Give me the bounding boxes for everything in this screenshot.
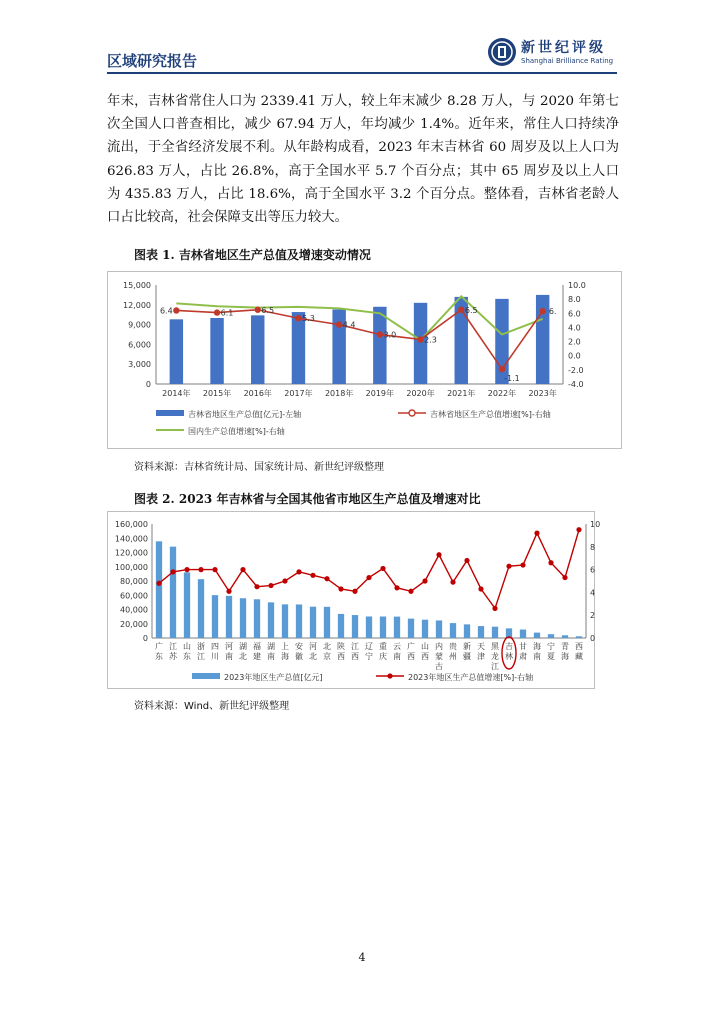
y-left-tick-label: 80,000 <box>120 577 148 586</box>
province-growth-point <box>366 575 371 580</box>
province-gdp-bar <box>548 634 554 638</box>
province-growth-point <box>296 569 301 574</box>
legend-label-province-growth: 2023年地区生产总值增速[%]-右轴 <box>408 673 534 682</box>
jilin-growth-point <box>295 315 301 321</box>
y-right-tick-label: -4.0 <box>568 380 584 389</box>
x-tick-label: 安 <box>295 642 303 651</box>
x-tick-label: 疆 <box>463 652 471 661</box>
figure2-source: 资料来源：Wind、新世纪评级整理 <box>134 701 290 712</box>
x-tick-label: 吉 <box>505 642 513 651</box>
province-gdp-bar <box>478 626 484 638</box>
y-left-tick-label: 40,000 <box>120 605 148 615</box>
gdp-bar <box>210 318 223 384</box>
jilin-growth-point <box>499 366 505 372</box>
x-tick-label: 南 <box>225 652 233 661</box>
province-gdp-bar <box>156 541 162 638</box>
header-divider <box>107 72 617 74</box>
province-growth-point <box>198 567 203 572</box>
x-tick-label: 2019年 <box>365 389 395 398</box>
province-growth-point <box>520 562 525 567</box>
legend-marker-province-growth <box>387 673 392 678</box>
x-tick-label: 徽 <box>295 652 303 661</box>
x-tick-label: 新 <box>463 642 471 651</box>
x-tick-label: 浙 <box>197 642 205 651</box>
y-right-tick-label: 6.0 <box>568 309 581 319</box>
province-gdp-bar <box>324 607 330 638</box>
x-tick-label: 庆 <box>379 652 387 661</box>
province-growth-point <box>212 567 217 572</box>
province-growth-point <box>450 580 455 585</box>
legend-label-jilin-growth: 吉林省地区生产总值增速[%]-右轴 <box>430 410 551 419</box>
x-tick-label: 陕 <box>337 642 345 651</box>
x-tick-label: 2018年 <box>324 389 354 398</box>
province-growth-point <box>548 560 553 565</box>
x-tick-label: 云 <box>393 642 401 651</box>
x-tick-label: 河 <box>225 642 233 651</box>
x-tick-label: 川 <box>211 652 219 661</box>
figure1-source: 资料来源：吉林省统计局、国家统计局、新世纪评级整理 <box>134 462 384 473</box>
y-left-tick-label: 140,000 <box>114 534 148 544</box>
legend-label-province-gdp: 2023年地区生产总值[亿元] <box>224 673 323 682</box>
province-growth-point <box>394 585 399 590</box>
figure2-title: 图表 2. 2023 年吉林省与全国其他省市地区生产总值及增速对比 <box>134 492 481 506</box>
y-right-tick-label: 10 <box>590 520 601 529</box>
x-tick-label: 京 <box>323 652 331 661</box>
jilin-growth-data-label: 6.5 <box>464 305 478 315</box>
y-left-tick-label: 60,000 <box>120 591 148 601</box>
y-left-tick-label: 9,000 <box>128 320 151 330</box>
province-growth-point <box>254 584 259 589</box>
province-growth-point <box>562 575 567 580</box>
x-tick-label: 2015年 <box>202 389 232 398</box>
x-tick-label: 山 <box>421 642 429 651</box>
y-right-tick-label: 2.0 <box>568 337 581 347</box>
province-growth-point <box>156 581 161 586</box>
province-growth-point <box>534 531 539 536</box>
province-gdp-bar <box>240 598 246 638</box>
province-growth-point <box>338 586 343 591</box>
jilin-growth-data-label: 6.4 <box>159 306 173 316</box>
y-left-tick-label: 120,000 <box>114 548 148 558</box>
province-gdp-bar <box>226 596 232 638</box>
province-gdp-bar <box>198 579 204 638</box>
x-tick-label: 海 <box>281 652 289 661</box>
province-gdp-bar <box>562 635 568 638</box>
province-growth-point <box>324 576 329 581</box>
province-growth-point <box>506 564 511 569</box>
y-left-tick-label: 0 <box>142 634 148 643</box>
y-left-tick-label: 100,000 <box>114 562 148 572</box>
x-tick-label: 肃 <box>519 652 527 661</box>
province-gdp-bar <box>282 604 288 638</box>
x-tick-label: 津 <box>477 652 485 661</box>
x-tick-label: 福 <box>253 642 261 651</box>
province-growth-point <box>478 586 483 591</box>
x-tick-label: 南 <box>267 652 275 661</box>
province-gdp-bar <box>212 595 218 638</box>
province-growth-point <box>268 583 273 588</box>
x-tick-label: 上 <box>281 642 289 651</box>
x-tick-label: 2014年 <box>162 389 191 398</box>
x-tick-label: 古 <box>435 662 443 671</box>
company-logo <box>487 36 617 70</box>
province-gdp-bar <box>380 617 386 638</box>
y-right-tick-label: 4 <box>590 588 596 598</box>
gdp-bar <box>373 307 386 384</box>
province-gdp-bar <box>520 630 526 638</box>
province-gdp-bar <box>310 607 316 638</box>
province-growth-line <box>159 530 579 609</box>
province-growth-point <box>408 589 413 594</box>
legend-swatch-gdp <box>156 410 184 416</box>
x-tick-label: 宁 <box>365 652 373 661</box>
y-left-tick-label: 6,000 <box>128 340 151 350</box>
y-right-tick-label: 6 <box>590 565 596 575</box>
y-left-tick-label: 3,000 <box>128 360 151 370</box>
x-tick-label: 广 <box>407 642 415 651</box>
province-growth-point <box>310 573 315 578</box>
province-gdp-bar <box>394 617 400 638</box>
x-tick-label: 江 <box>491 662 499 671</box>
province-gdp-bar <box>170 547 176 638</box>
y-left-tick-label: 15,000 <box>123 281 151 290</box>
province-growth-point <box>240 567 245 572</box>
x-tick-label: 南 <box>393 652 401 661</box>
figure1-title: 图表 1. 吉林省地区生产总值及增速变动情况 <box>134 248 371 262</box>
y-right-tick-label: 4.0 <box>568 323 581 333</box>
x-tick-label: 藏 <box>575 652 583 661</box>
province-gdp-bar <box>296 604 302 638</box>
jilin-growth-point <box>417 336 423 342</box>
paragraph-text: 年末，吉林省常住人口为 2339.41 万人，较上年末减少 8.28 万人，与 2020 年第七次全国人口普查相比，减少 67.94 万人，年均减少 1.4%。近年来，常住人口持续净流出，于全省经济发展不利。从年龄构成看，2023 年末吉林省 60 周岁及以上人口为 626.83 万人，占比 26.8%，高于全国水平 5.7 个百分点；其中 65 周岁及以上人口为 435.83 万人，占比 18.6%，高于全国水平 3.2 个百分点。整体看，吉林省老龄人口占比较高，社会保障支出等压力较大。 <box>107 94 619 226</box>
province-gdp-bar <box>408 619 414 638</box>
y-left-tick-label: 20,000 <box>120 619 148 629</box>
province-growth-point <box>226 589 231 594</box>
province-gdp-bar <box>184 572 190 638</box>
legend-label-gdp: 吉林省地区生产总值[亿元]-左轴 <box>188 410 302 419</box>
x-tick-label: 甘 <box>519 642 527 651</box>
jilin-growth-data-label: -1.1 <box>504 374 520 384</box>
x-tick-label: 2023年 <box>528 389 557 398</box>
province-gdp-bar <box>254 599 260 638</box>
y-left-tick-label: 160,000 <box>114 520 148 529</box>
x-tick-label: 湖 <box>267 642 275 651</box>
jilin-growth-point <box>539 308 545 314</box>
y-right-tick-label: 0 <box>590 634 596 643</box>
y-left-tick-label: 0 <box>145 380 151 389</box>
report-title: 区域研究报告 <box>107 52 198 70</box>
x-tick-label: 西 <box>575 642 583 651</box>
x-tick-label: 2017年 <box>284 389 313 398</box>
x-tick-label: 四 <box>211 642 219 651</box>
x-tick-label: 2016年 <box>243 389 272 398</box>
logo-emblem-icon <box>487 37 517 67</box>
x-tick-label: 北 <box>239 652 247 661</box>
jilin-growth-point <box>173 307 179 313</box>
province-growth-point <box>170 569 175 574</box>
jilin-growth-point <box>377 331 383 337</box>
x-tick-label: 蒙 <box>435 652 443 661</box>
y-right-tick-label: 10.0 <box>568 281 586 290</box>
legend-marker-jilin-growth <box>409 410 415 416</box>
y-right-tick-label: 8 <box>590 542 596 552</box>
x-tick-label: 东 <box>183 652 191 661</box>
x-tick-label: 2022年 <box>487 389 517 398</box>
figure2-chart <box>108 512 601 688</box>
x-tick-label: 天 <box>477 642 485 651</box>
y-right-tick-label: 8.0 <box>568 295 581 305</box>
page-number: 4 <box>358 951 366 964</box>
y-left-tick-label: 12,000 <box>123 300 151 310</box>
province-gdp-bar <box>352 615 358 638</box>
x-tick-label: 北 <box>323 642 331 651</box>
x-tick-label: 林 <box>505 652 513 661</box>
gdp-bar <box>170 319 183 384</box>
x-tick-label: 西 <box>407 652 415 661</box>
jilin-growth-data-label: 6.5 <box>261 305 275 315</box>
x-tick-label: 江 <box>351 642 359 651</box>
x-tick-label: 2021年 <box>447 389 476 398</box>
x-tick-label: 河 <box>309 642 317 651</box>
body-paragraph <box>107 90 619 229</box>
province-growth-point <box>380 566 385 571</box>
logo-cn-text: 新世纪评级 <box>521 40 606 56</box>
y-right-tick-label: 0.0 <box>568 351 581 361</box>
figure2-chart-frame <box>107 511 601 689</box>
x-tick-label: 江 <box>197 652 205 661</box>
province-gdp-bar <box>450 623 456 638</box>
x-tick-label: 海 <box>561 652 569 661</box>
x-tick-label: 西 <box>351 652 359 661</box>
x-tick-label: 江 <box>169 642 177 651</box>
x-tick-label: 广 <box>155 642 163 651</box>
x-tick-label: 北 <box>309 652 317 661</box>
x-tick-label: 重 <box>379 642 387 651</box>
legend-swatch-province-gdp <box>192 673 220 679</box>
province-gdp-bar <box>436 620 442 638</box>
province-gdp-bar <box>492 627 498 638</box>
x-tick-label: 东 <box>155 652 163 661</box>
jilin-growth-data-label: 4.4 <box>342 320 356 330</box>
x-tick-label: 青 <box>561 642 569 651</box>
x-tick-label: 夏 <box>547 652 555 661</box>
x-tick-label: 2020年 <box>406 389 435 398</box>
province-gdp-bar <box>366 616 372 638</box>
x-tick-label: 贵 <box>449 642 457 651</box>
province-gdp-bar <box>576 636 582 638</box>
jilin-growth-data-label: 6.1 <box>220 308 234 318</box>
x-tick-label: 州 <box>449 652 457 661</box>
jilin-growth-data-label: 3.0 <box>383 330 397 340</box>
x-tick-label: 内 <box>435 642 443 651</box>
gdp-bar <box>251 315 264 384</box>
x-tick-label: 建 <box>253 652 261 661</box>
x-tick-label: 西 <box>421 652 429 661</box>
jilin-growth-point <box>336 321 342 327</box>
x-tick-label: 龙 <box>491 652 499 661</box>
y-right-tick-label: -2.0 <box>568 365 584 375</box>
jilin-growth-line <box>176 310 542 369</box>
jilin-growth-data-label: 6. <box>548 307 557 317</box>
x-tick-label: 海 <box>533 642 541 651</box>
province-gdp-bar <box>422 620 428 638</box>
national-growth-line <box>176 296 542 340</box>
province-growth-point <box>282 578 287 583</box>
province-growth-point <box>464 558 469 563</box>
jilin-growth-point <box>458 307 464 313</box>
x-tick-label: 黑 <box>491 642 499 651</box>
x-tick-label: 湖 <box>239 642 247 651</box>
x-tick-label: 南 <box>533 652 541 661</box>
province-growth-point <box>422 578 427 583</box>
x-tick-label: 山 <box>183 642 191 651</box>
jilin-growth-point <box>255 307 261 313</box>
province-growth-point <box>436 552 441 557</box>
province-growth-point <box>184 567 189 572</box>
province-gdp-bar <box>268 602 274 638</box>
x-tick-label: 西 <box>337 652 345 661</box>
province-growth-point <box>492 606 497 611</box>
logo-en-text: Shanghai Brilliance Rating <box>521 57 614 65</box>
jilin-growth-data-label: 2.3 <box>424 335 437 345</box>
province-growth-point <box>576 527 581 532</box>
x-tick-label: 宁 <box>547 642 555 651</box>
x-tick-label: 苏 <box>169 652 177 661</box>
legend-label-national-growth: 国内生产总值增速[%]-右轴 <box>188 427 285 436</box>
figure1-chart <box>108 272 621 448</box>
province-gdp-bar <box>338 614 344 638</box>
jilin-growth-data-label: 5.3 <box>302 314 315 324</box>
figure1-chart-frame <box>107 271 622 449</box>
x-tick-label: 辽 <box>365 642 373 651</box>
y-right-tick-label: 2 <box>590 611 596 621</box>
province-growth-point <box>352 589 357 594</box>
jilin-growth-point <box>214 309 220 315</box>
province-gdp-bar <box>464 624 470 638</box>
province-gdp-bar <box>534 633 540 638</box>
